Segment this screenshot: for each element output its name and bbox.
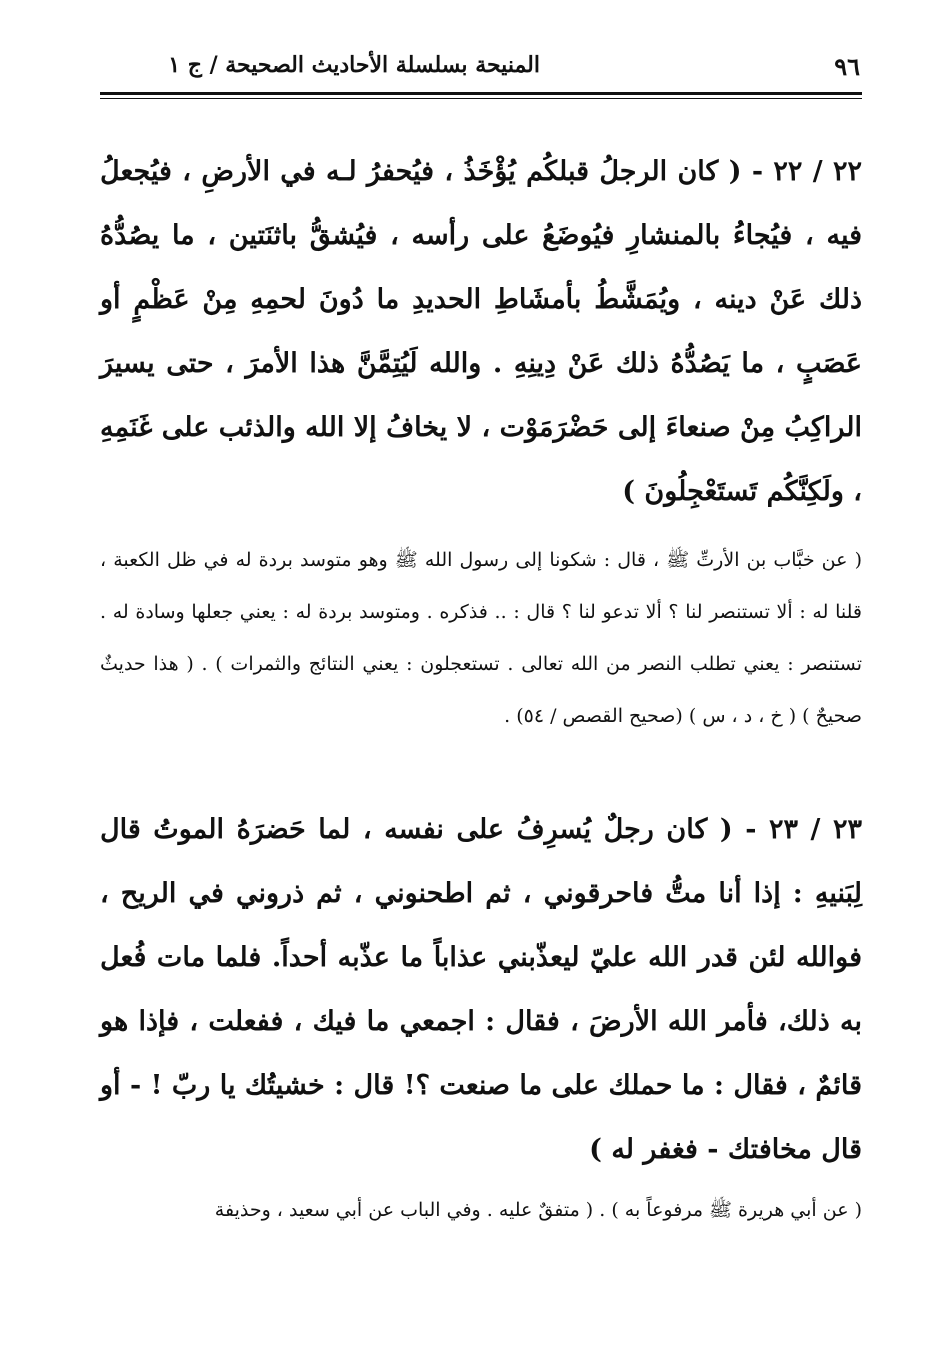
hadith-22-number: ٢٢ / ٢٢ - xyxy=(751,156,863,187)
hadith-23 xyxy=(100,798,862,1182)
header-rule-thin xyxy=(100,98,862,99)
page-header xyxy=(100,52,860,92)
hadith-23-text: ( كان رجلٌ يُسرِفُ على نفسه ، لما حَضرَهُ الموتُ قال لِبَنيهِ : إذا أنا متُّ فاحرقوني ، ثم اطحنوني ، ثم ذروني في الريح ، فوالله لئن قدر الله عليّ ليعذّبني عذاباً ما عذّبه أحداً. فلما مات فُعل به ذلك، فأمر الله الأرضَ ، فقال : اجمعي ما فيك ، ففعلت ، فإذا هو قائمٌ ، فقال : ما حملك على ما صنعت ؟! قال : خشيتُك يا ربّ ! - أو قال مخافتك - فغفر له ) xyxy=(100,814,862,1165)
header-rule xyxy=(100,92,862,95)
hadith-22-text: ( كان الرجلُ قبلكُم يُؤْخَذُ ، فيُحفرُ لـه في الأرضِ ، فيُجعلُ فيه ، فيُجاءُ بالمنشارِ فيُوضَعُ على رأسه ، فيُشقُّ باثنَتين ، ما يصُدُّهُ ذلك عَنْ دينه ، ويُمَشَّطُ بأمشَاطِ الحديدِ ما دُونَ لحمِهِ مِنْ عَظْمٍ أو عَصَبٍ ، ما يَصُدُّهُ ذلك عَنْ دِينِهِ . والله لَيُتِمَّنَّ هذا الأمرَ ، حتى يسيرَ الراكِبُ مِنْ صنعاءَ إلى حَضْرَمَوْت ، لا يخافُ إلا الله والذئب على غَنَمِهِ ، ولَكِنَّكُم تَستَعْجِلُونَ ) xyxy=(100,156,862,507)
takhrij-22: ( عن خبَّاب بن الأرتِّ ﷺ ، قال : شكونا إلى رسول الله ﷺ وهو متوسد بردة له في ظل الكعبة ، قلنا له : ألا تستنصر لنا ؟ ألا تدعو لنا ؟ قال : .. فذكره . ومتوسد بردة له : يعني جعلها وسادة له . تستنصر : يعني تطلب النصر من الله تعالى . تستعجلون : يعني النتائج والثمرات ) . ( هذا حديثٌ صحيحٌ ) ( خ ، د ، س ) (صحيح القصص / ٥٤) . xyxy=(100,549,862,727)
running-title: المنيحة بسلسلة الأحاديث الصحيحة / ج ١ xyxy=(168,52,540,78)
page-number: ٩٦ xyxy=(834,52,860,81)
hadith-23-number: ٢٣ / ٢٣ - xyxy=(745,814,863,845)
takhrij-23: ( عن أبي هريرة ﷺ مرفوعاً به ) . ( متفقٌ عليه . وفي الباب عن أبي سعيد ، وحذيفة xyxy=(214,1199,862,1221)
hadith-22 xyxy=(100,140,862,524)
